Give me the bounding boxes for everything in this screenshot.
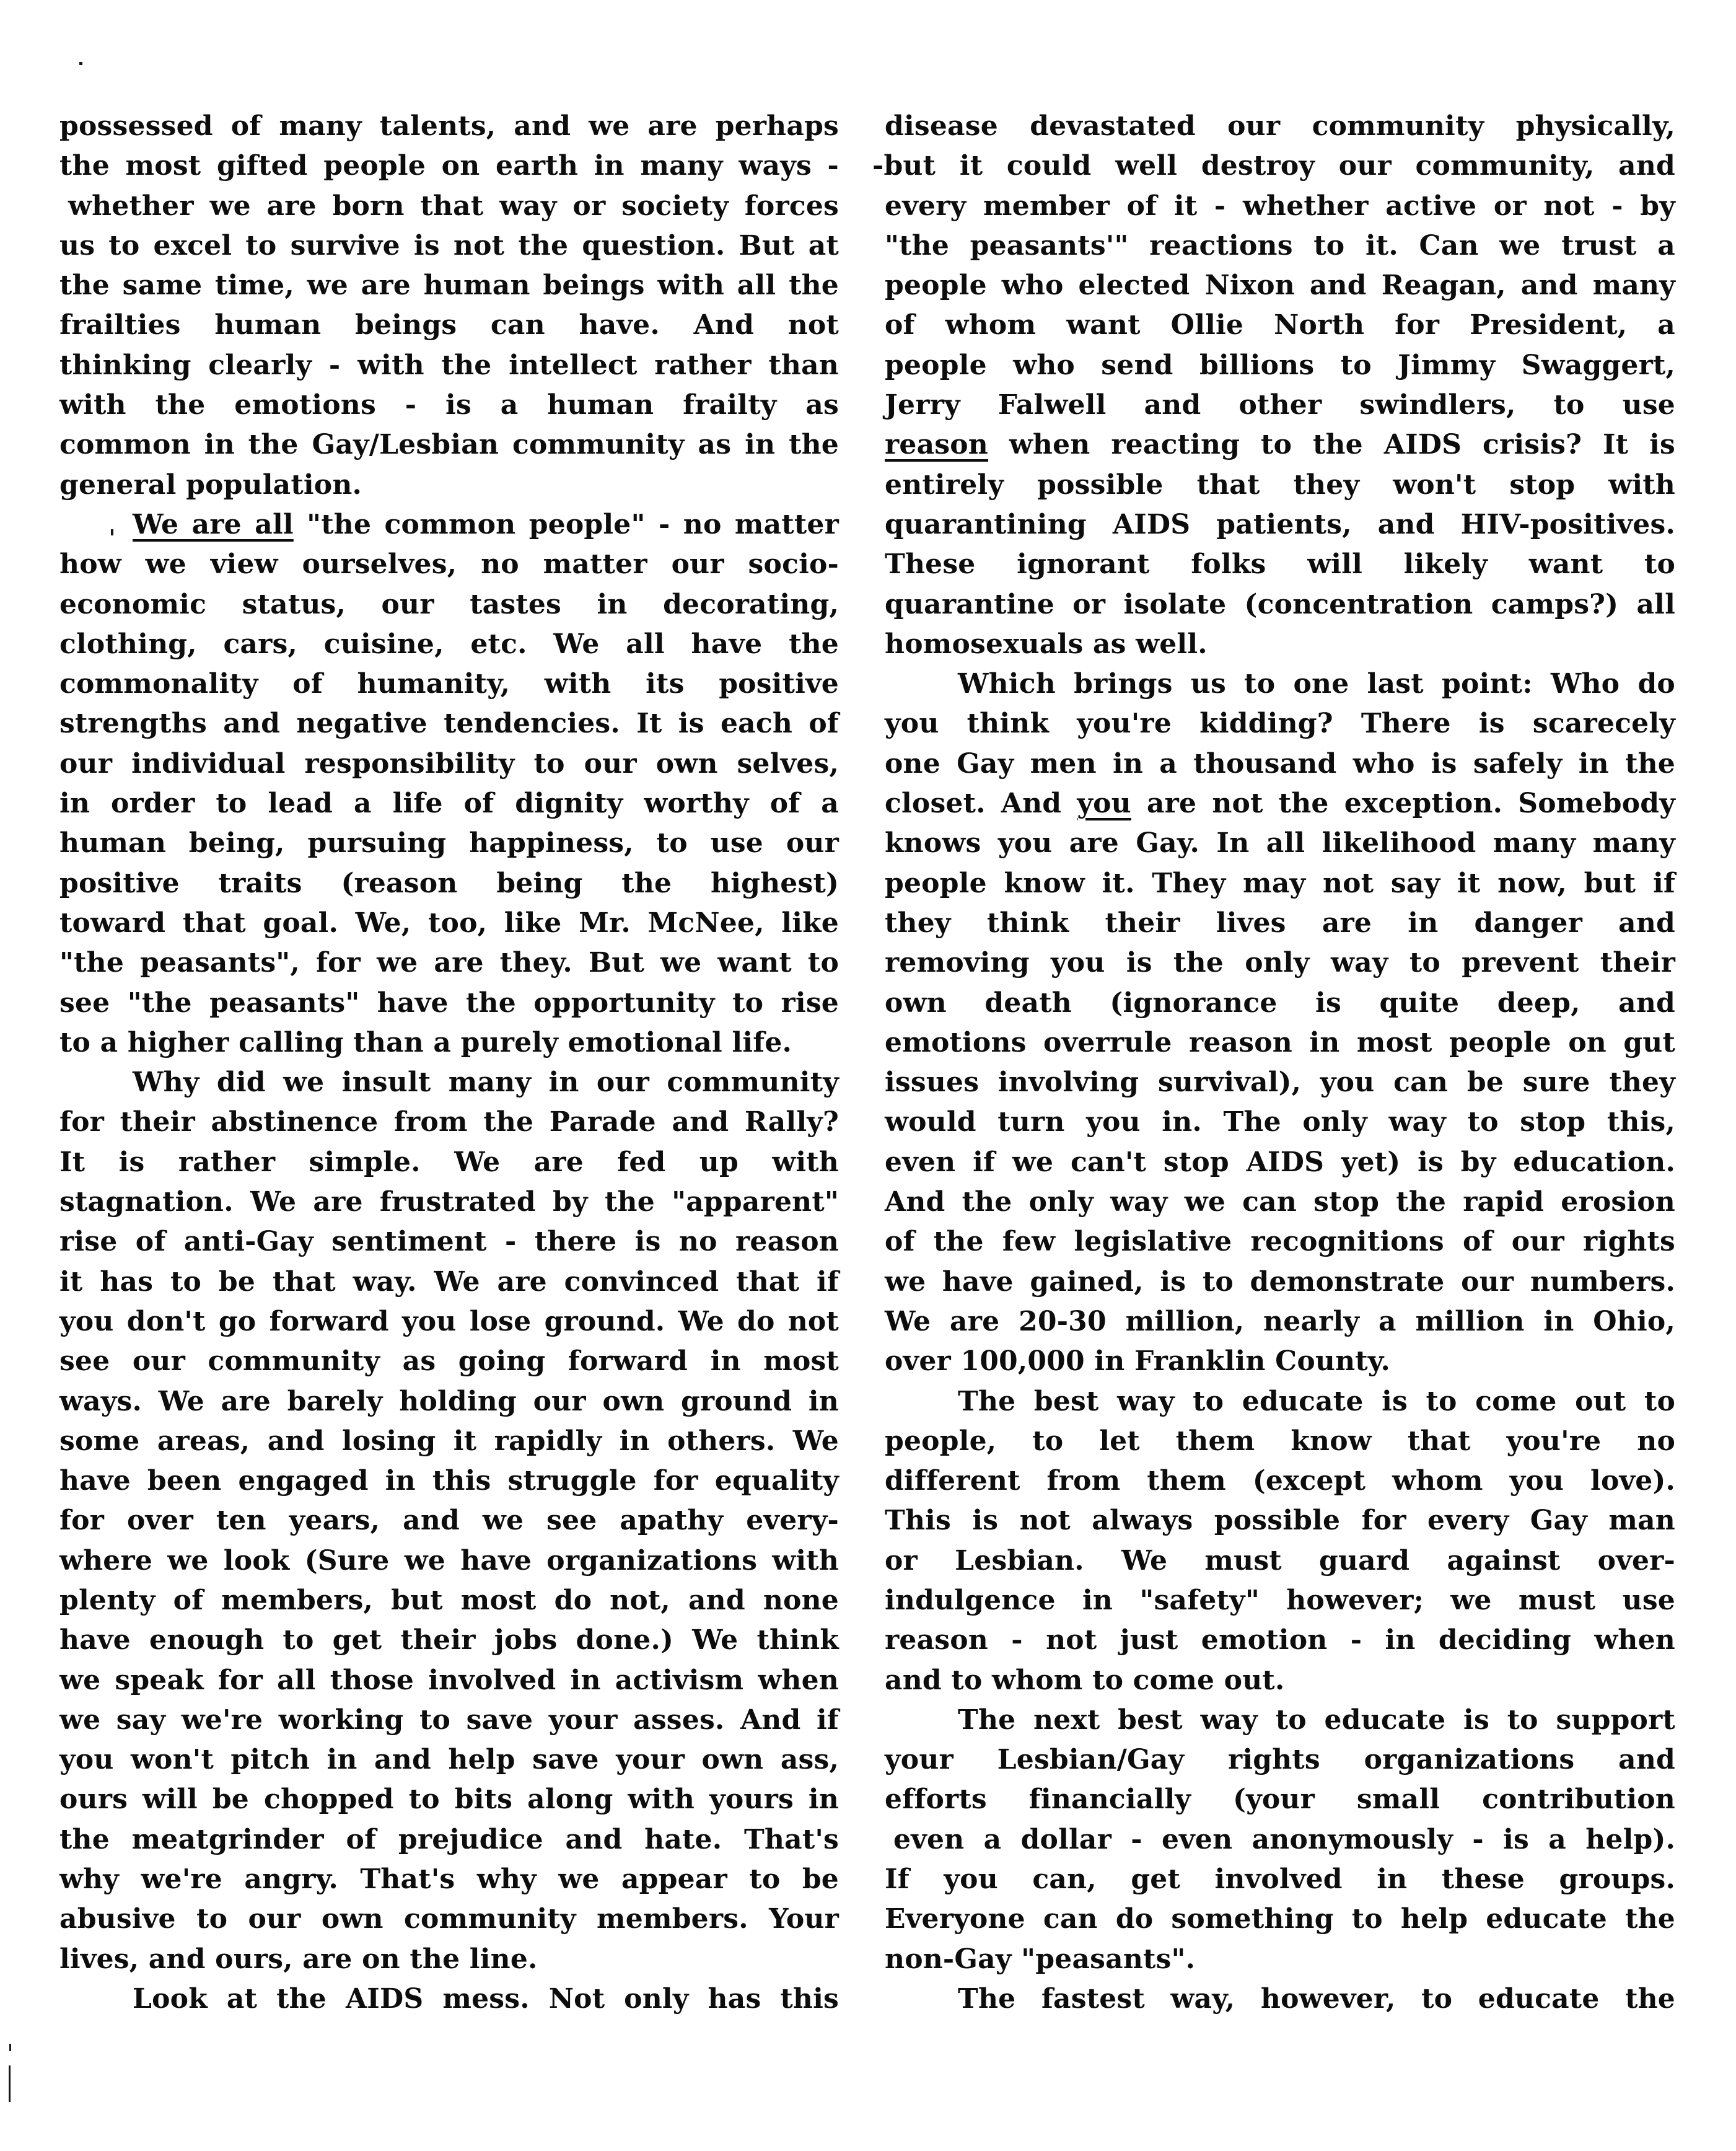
text-line: [885, 1302, 1675, 1342]
text-segment: own death (ignorance is quite deep, and: [885, 987, 1675, 1019]
text-line: [59, 1860, 839, 1899]
text-segment: ways. We are barely holding our own ground in: [59, 1385, 839, 1417]
text-line: [885, 1102, 1675, 1142]
text-line: [59, 1940, 839, 1979]
text-segment: you think you're kidding? There is scarecely: [885, 708, 1675, 740]
text-line: [59, 1621, 839, 1660]
text-segment: how we view ourselves, no matter our socio-: [59, 548, 839, 581]
text-segment: have been engaged in this struggle for equality: [59, 1465, 839, 1497]
text-segment: non-Gay "peasants".: [885, 1943, 1196, 1975]
text-line: [59, 1342, 839, 1381]
text-line: [59, 1461, 839, 1501]
text-segment: economic status, our tastes in decorating,: [59, 588, 839, 620]
text-segment: frailties human beings can have. And not: [59, 309, 839, 341]
text-line: [885, 187, 1675, 226]
text-segment: lives, and ours, are on the line.: [59, 1943, 538, 1975]
text-segment: abusive to our own community members. Your: [59, 1903, 839, 1935]
text-segment: ours will be chopped to bits along with yours in: [59, 1784, 839, 1816]
text-line: [59, 704, 839, 744]
text-line: [59, 545, 839, 584]
text-segment: the most gifted people on earth in many ways -: [59, 150, 839, 182]
text-segment: removing you is the only way to prevent their: [885, 947, 1675, 979]
text-line: [59, 1820, 839, 1860]
text-segment: Jerry Falwell and other swindlers, to use: [885, 389, 1675, 421]
text-segment: possessed of many talents, and we are perhaps: [59, 110, 839, 142]
text-segment: you won't pitch in and help save your own ass,: [59, 1744, 839, 1776]
text-line: [885, 505, 1675, 545]
text-line: [885, 1820, 1675, 1860]
text-segment: we say we're working to save your asses. And if: [59, 1704, 839, 1736]
text-line: [885, 1382, 1675, 1422]
text-line: [885, 1780, 1675, 1819]
text-line: [885, 1461, 1675, 1501]
text-segment: issues involving survival), you can be sure they: [885, 1067, 1675, 1099]
text-segment: closet. And: [885, 788, 1077, 820]
text-line: [59, 187, 839, 226]
text-line: [59, 1023, 839, 1063]
text-segment: every member of it - whether active or not - by: [885, 190, 1675, 222]
text-line: [59, 625, 839, 664]
text-line: [59, 385, 839, 425]
text-segment: our individual responsibility to our own selves,: [59, 747, 839, 780]
text-segment: see our community as going forward in most: [59, 1345, 839, 1378]
text-segment: reason - not just emotion - in deciding when: [885, 1624, 1675, 1656]
text-segment: would turn you in. The only way to stop this,: [885, 1106, 1675, 1138]
text-segment: over 100,000 in Franklin County.: [885, 1345, 1391, 1378]
underlined-text: reason: [885, 429, 988, 461]
text-line: [59, 226, 839, 266]
text-segment: your Lesbian/Gay rights organizations and: [885, 1744, 1675, 1776]
text-line: [885, 1063, 1675, 1102]
text-line: [885, 266, 1675, 306]
text-line: [59, 1063, 839, 1102]
text-segment: even if we can't stop AIDS yet) is by education.: [885, 1146, 1675, 1178]
text-line: [885, 585, 1675, 625]
text-line: [885, 1222, 1675, 1262]
text-segment: If you can, get involved in these groups.: [885, 1863, 1675, 1896]
underlined-text: We are all: [133, 508, 294, 540]
right-column: [872, 107, 1675, 2019]
text-line: [885, 864, 1675, 904]
text-segment: and to whom to come out.: [885, 1664, 1285, 1696]
text-line: [59, 1302, 839, 1342]
text-segment: people who elected Nixon and Reagan, and many: [885, 270, 1675, 302]
text-segment: you don't go forward you lose ground. We do not: [59, 1305, 839, 1337]
text-line: [59, 425, 839, 465]
text-line: [59, 306, 839, 345]
text-segment: or Lesbian. We must guard against over-: [885, 1544, 1675, 1577]
text-segment: we have gained, is to demonstrate our numbers.: [885, 1265, 1675, 1298]
text-line: [59, 1382, 839, 1422]
text-segment: Look at the AIDS mess. Not only has this: [133, 1982, 839, 2015]
text-segment: are not the exception. Somebody: [1131, 788, 1675, 820]
text-segment: why we're angry. That's why we appear to be: [59, 1863, 839, 1896]
text-line: [885, 904, 1675, 943]
text-line: [59, 1102, 839, 1142]
text-segment: one Gay men in a thousand who is safely in the: [885, 747, 1675, 780]
text-segment: even a dollar - even anonymously - is a help).: [893, 1823, 1675, 1855]
text-segment: "the peasants'" reactions to it. Can we trust a: [885, 229, 1675, 262]
text-line: [885, 1860, 1675, 1899]
text-line: [59, 1700, 839, 1740]
text-line: [885, 107, 1675, 146]
text-segment: where we look (Sure we have organizations with: [59, 1544, 839, 1577]
text-line: [59, 943, 839, 983]
scan-artifact: [111, 529, 113, 535]
text-line: [885, 545, 1675, 584]
text-line: [59, 1581, 839, 1621]
text-line: [59, 146, 839, 186]
text-line: [885, 1182, 1675, 1222]
text-segment: disease devastated our community physically,: [885, 110, 1675, 142]
left-column: [59, 107, 839, 2019]
text-line: [885, 226, 1675, 266]
text-segment: to a higher calling than a purely emotional life.: [59, 1026, 792, 1058]
text-line: [59, 1661, 839, 1700]
text-line: [885, 664, 1675, 704]
text-segment: for their abstinence from the Parade and Rally?: [59, 1106, 839, 1138]
text-segment: These ignorant folks will likely want to: [885, 548, 1675, 581]
text-segment: emotions overrule reason in most people on gut: [885, 1026, 1675, 1058]
text-line: [885, 625, 1675, 664]
text-line: [59, 1740, 839, 1780]
text-line: [59, 1541, 839, 1581]
text-line: [885, 1023, 1675, 1063]
text-segment: Everyone can do something to help educate the: [885, 1903, 1675, 1935]
text-segment: The fastest way, however, to educate the: [958, 1982, 1675, 2015]
text-line: [59, 585, 839, 625]
text-segment: it has to be that way. We are convinced that if: [59, 1265, 839, 1298]
text-line: [59, 904, 839, 943]
text-segment: they think their lives are in danger and: [885, 907, 1675, 939]
text-line: [59, 1979, 839, 2019]
text-segment: different from them (except whom you love).: [885, 1465, 1675, 1497]
text-line: [885, 1979, 1675, 2019]
text-segment: We are 20-30 million, nearly a million in Ohio,: [885, 1305, 1675, 1337]
text-segment: when reacting to the AIDS crisis? It is: [988, 429, 1675, 461]
text-segment: have enough to get their jobs done.) We think: [59, 1624, 839, 1656]
text-line: [59, 505, 839, 545]
text-line: [59, 1222, 839, 1262]
text-line: [885, 1581, 1675, 1621]
text-line: [59, 1143, 839, 1182]
text-line: [885, 1899, 1675, 1939]
text-segment: whether we are born that way or society forces: [68, 190, 839, 222]
text-segment: And the only way we can stop the rapid erosion: [885, 1186, 1675, 1218]
text-line: [885, 1621, 1675, 1660]
text-segment: quarantining AIDS patients, and HIV-positives.: [885, 508, 1675, 540]
text-segment: in order to lead a life of dignity worthy of a: [59, 788, 839, 820]
text-segment: "the common people" - no matter: [293, 508, 839, 540]
text-segment: homosexuals as well.: [885, 628, 1208, 660]
text-line: [885, 824, 1675, 863]
text-segment: The next best way to educate is to support: [958, 1704, 1675, 1736]
text-line: [59, 1780, 839, 1819]
text-line: [885, 306, 1675, 345]
text-line: [59, 744, 839, 784]
text-segment: entirely possible that they won't stop with: [885, 468, 1675, 501]
text-line: [885, 385, 1675, 425]
text-segment: for over ten years, and we see apathy every-: [59, 1505, 839, 1537]
scan-artifact: [9, 2044, 11, 2051]
text-segment: we speak for all those involved in activism when: [59, 1664, 839, 1696]
text-segment: clothing, cars, cuisine, etc. We all have the: [59, 628, 839, 660]
text-line: [885, 346, 1675, 385]
text-line: [885, 1342, 1675, 1381]
text-line: [885, 1541, 1675, 1581]
text-segment: some areas, and losing it rapidly in others. We: [59, 1425, 839, 1457]
text-segment: the meatgrinder of prejudice and hate. That's: [59, 1823, 839, 1855]
text-segment: strengths and negative tendencies. It is each of: [59, 708, 839, 740]
text-segment: with the emotions - is a human frailty as: [59, 389, 839, 421]
text-line: [885, 1700, 1675, 1740]
text-line: [59, 465, 839, 505]
text-line: [885, 744, 1675, 784]
scan-artifact: [79, 62, 82, 65]
text-segment: indulgence in "safety" however; we must use: [885, 1584, 1675, 1616]
text-line: [885, 1422, 1675, 1461]
text-segment: The best way to educate is to come out to: [958, 1385, 1675, 1417]
text-segment: "the peasants", for we are they. But we want to: [59, 947, 839, 979]
text-line: [885, 465, 1675, 505]
text-segment: efforts financially (your small contribution: [885, 1784, 1675, 1816]
text-line: [59, 1422, 839, 1461]
text-segment: rise of anti-Gay sentiment - there is no reason: [59, 1226, 839, 1258]
text-segment: It is rather simple. We are fed up with: [59, 1146, 839, 1178]
text-line: [59, 864, 839, 904]
text-line: [59, 266, 839, 306]
text-line: [59, 983, 839, 1023]
text-line: [59, 824, 839, 863]
text-segment: of whom want Ollie North for President, a: [885, 309, 1675, 341]
text-segment: common in the Gay/Lesbian community as in the: [59, 429, 839, 461]
text-segment: see "the peasants" have the opportunity to rise: [59, 987, 839, 1019]
text-segment: Which brings us to one last point: Who do: [958, 668, 1675, 700]
text-line: [885, 425, 1675, 465]
text-line: [59, 346, 839, 385]
text-line: [59, 1182, 839, 1222]
text-segment: knows you are Gay. In all likelihood many many: [885, 827, 1675, 860]
text-segment: people know it. They may not say it now, but if: [885, 867, 1675, 899]
text-segment: positive traits (reason being the highest): [59, 867, 839, 899]
text-line: [885, 1940, 1675, 1979]
text-line: [885, 983, 1675, 1023]
text-segment: stagnation. We are frustrated by the "apparent": [59, 1186, 839, 1218]
text-segment: toward that goal. We, too, like Mr. McNee, like: [59, 907, 839, 939]
text-segment: This is not always possible for every Gay man: [885, 1505, 1675, 1537]
text-segment: of the few legislative recognitions of our rights: [885, 1226, 1675, 1258]
text-segment: human being, pursuing happiness, to use our: [59, 827, 839, 860]
text-line: [59, 664, 839, 704]
text-line: [885, 1262, 1675, 1302]
text-line: [885, 1661, 1675, 1700]
text-line: [59, 1501, 839, 1541]
text-segment: -but it could well destroy our community, and: [872, 150, 1675, 182]
text-segment: general population.: [59, 468, 362, 501]
text-line: [885, 704, 1675, 744]
text-segment: us to excel to survive is not the question. But at: [59, 229, 839, 262]
text-line: [885, 1740, 1675, 1780]
text-segment: commonality of humanity, with its positive: [59, 668, 839, 700]
text-segment: plenty of members, but most do not, and none: [59, 1584, 839, 1616]
text-line: [59, 784, 839, 824]
text-segment: thinking clearly - with the intellect rather than: [59, 349, 839, 381]
underlined-text: you: [1077, 788, 1131, 820]
text-line: [885, 1501, 1675, 1541]
text-segment: people who send billions to Jimmy Swaggert,: [885, 349, 1675, 381]
text-line: [885, 943, 1675, 983]
text-line: [59, 1899, 839, 1939]
scan-artifact: [9, 2065, 11, 2102]
text-segment: Why did we insult many in our community: [133, 1067, 839, 1099]
text-segment: the same time, we are human beings with all the: [59, 270, 839, 302]
text-line: [872, 146, 1675, 186]
text-line: [885, 784, 1675, 824]
text-segment: quarantine or isolate (concentration camps?) all: [885, 588, 1675, 620]
text-line: [59, 107, 839, 146]
text-line: [885, 1143, 1675, 1182]
text-segment: people, to let them know that you're no: [885, 1425, 1675, 1457]
text-line: [59, 1262, 839, 1302]
